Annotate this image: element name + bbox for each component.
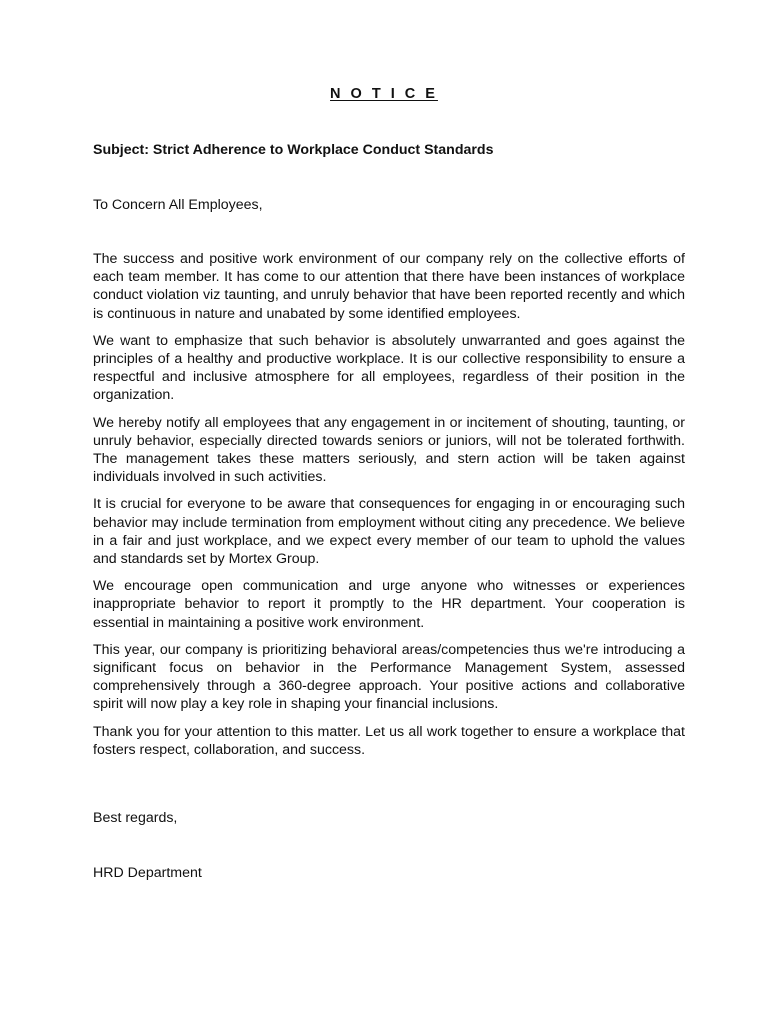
body-paragraph: It is crucial for everyone to be aware that consequences for engaging in or encouraging such behavior may include termination from employment without citing any precedence. We believe in a fair and just workplace, and we expect every member of our team to uphold the values and standards set by Mortex Group. [93, 496, 685, 568]
closing: Best regards, [93, 810, 178, 826]
body-paragraph: We hereby notify all employees that any engagement in or incitement of shouting, taunting, or unruly behavior, especially directed towards seniors or juniors, will not be tolerated forthwith. The management takes these matters seriously, and stern action will be taken against individuals involved in such activities. [93, 414, 685, 486]
body-paragraph: The success and positive work environment of our company rely on the collective efforts of each team member. It has come to our attention that there have been instances of workplace conduct violation viz taunting, and unruly behavior that have been reported recently and which is continuous in nature and unabated by some identified employees. [93, 251, 685, 322]
body-paragraph: We want to emphasize that such behavior is absolutely unwarranted and goes against the principles of a healthy and productive workplace. It is our collective responsibility to ensure a respectful and inclusive atmosphere for all employees, regardless of their position in the organization. [93, 332, 685, 404]
body-paragraph: This year, our company is prioritizing behavioral areas/competencies thus we're introducing a significant focus on behavior in the Performance Management System, assessed comprehensively through a 360-degree approach. Your positive actions and collaborative spirit will now play a key role in shaping your financial inclusions. [93, 641, 685, 713]
notice-title: N O T I C E [330, 86, 438, 102]
notice-subject: Subject: Strict Adherence to Workplace Conduct Standards [93, 142, 494, 158]
notice-body [93, 250, 685, 768]
body-paragraph: We encourage open communication and urge anyone who witnesses or experiences inappropriate behavior to report it promptly to the HR department. Your cooperation is essential in maintaining a positive work environment. [93, 578, 685, 631]
body-paragraph: Thank you for your attention to this matter. Let us all work together to ensure a workplace that fosters respect, collaboration, and success. [93, 723, 685, 758]
signature: HRD Department [93, 865, 202, 881]
salutation: To Concern All Employees, [93, 197, 263, 213]
